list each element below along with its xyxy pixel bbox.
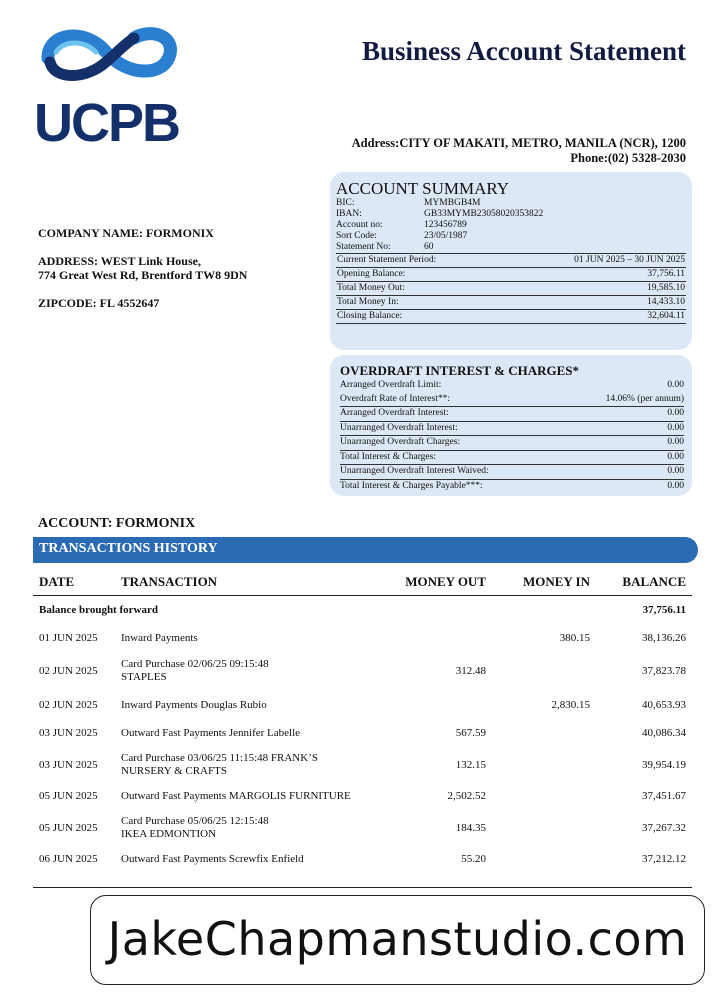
overdraft-row: Arranged Overdraft Interest: 0.00 — [340, 406, 684, 421]
company-address-line-2: 774 Great West Rd, Brentford TW8 9DN — [38, 268, 248, 282]
company-name: COMPANY NAME: FORMONIX — [38, 226, 214, 240]
overdraft-title: OVERDRAFT INTEREST & CHARGES* — [340, 363, 579, 378]
overdraft-row: Unarranged Overdraft Charges: 0.00 — [340, 435, 684, 450]
summary-detail-row: Statement No: 60 — [336, 242, 434, 252]
summary-row: Opening Balance: 37,756.11 — [336, 268, 686, 282]
transactions-history-header: TRANSACTIONS HISTORY — [33, 537, 698, 563]
account-summary-title: ACCOUNT SUMMARY — [336, 179, 510, 198]
column-header-transaction: TRANSACTION — [121, 574, 218, 589]
overdraft-row: Total Interest & Charges Payable***: 0.00 — [340, 479, 684, 494]
account-label: ACCOUNT: FORMONIX — [38, 516, 196, 531]
summary-row: Total Money Out: 19,585.10 — [336, 282, 686, 296]
overdraft-row: Overdraft Rate of Interest**: 14.06% (per annum) — [340, 393, 684, 404]
document-title: Business Account Statement — [361, 36, 686, 66]
summary-detail-row: Account no: 123456789 — [336, 220, 467, 230]
infinity-wave-logo-icon — [34, 22, 184, 92]
summary-row: Current Statement Period: 01 JUN 2025 – 30 JUN 2025 — [336, 253, 686, 268]
company-address-line-1: ADDRESS: WEST Link House, — [38, 254, 201, 268]
brought-forward-balance: 37,756.11 — [642, 604, 686, 616]
company-zipcode: ZIPCODE: FL 4552647 — [38, 296, 160, 310]
brought-forward-label: Balance brought forward — [39, 604, 158, 616]
table-bottom-divider — [33, 887, 692, 888]
summary-detail-row: Sort Code: 23/05/1987 — [336, 231, 468, 241]
bank-address-line: Address:CITY OF MAKATI, METRO, MANILA (NCR), 1200 — [351, 136, 686, 150]
overdraft-row: Unarranged Overdraft Interest Waived: 0.00 — [340, 464, 684, 479]
column-header-balance: BALANCE — [622, 574, 686, 589]
overdraft-row: Unarranged Overdraft Interest: 0.00 — [340, 421, 684, 436]
bank-address — [352, 136, 686, 166]
summary-row: Closing Balance: 32,604.11 — [336, 310, 686, 324]
overdraft-row: Arranged Overdraft Limit: 0.00 — [340, 380, 684, 390]
overdraft-row: Total Interest & Charges: 0.00 — [340, 450, 684, 465]
transactions-table-header — [33, 568, 692, 596]
logo-wordmark: UCPB — [34, 93, 180, 153]
watermark-banner: JakeChapmanstudio.com — [90, 895, 705, 985]
summary-detail-row: BIC: MYMBGB4M — [336, 198, 481, 208]
company-details — [38, 226, 247, 310]
summary-row: Total Money In: 14,433.10 — [336, 296, 686, 310]
bank-phone-line: Phone:(02) 5328-2030 — [570, 151, 686, 165]
overdraft-panel — [330, 355, 692, 496]
column-header-money-out: MONEY OUT — [405, 574, 486, 589]
column-header-money-in: MONEY IN — [522, 574, 590, 589]
account-summary-panel — [330, 172, 692, 350]
bank-logo — [34, 22, 194, 152]
summary-detail-row: IBAN: GB33MYMB23058020353822 — [336, 209, 544, 219]
column-header-date: DATE — [39, 574, 75, 589]
